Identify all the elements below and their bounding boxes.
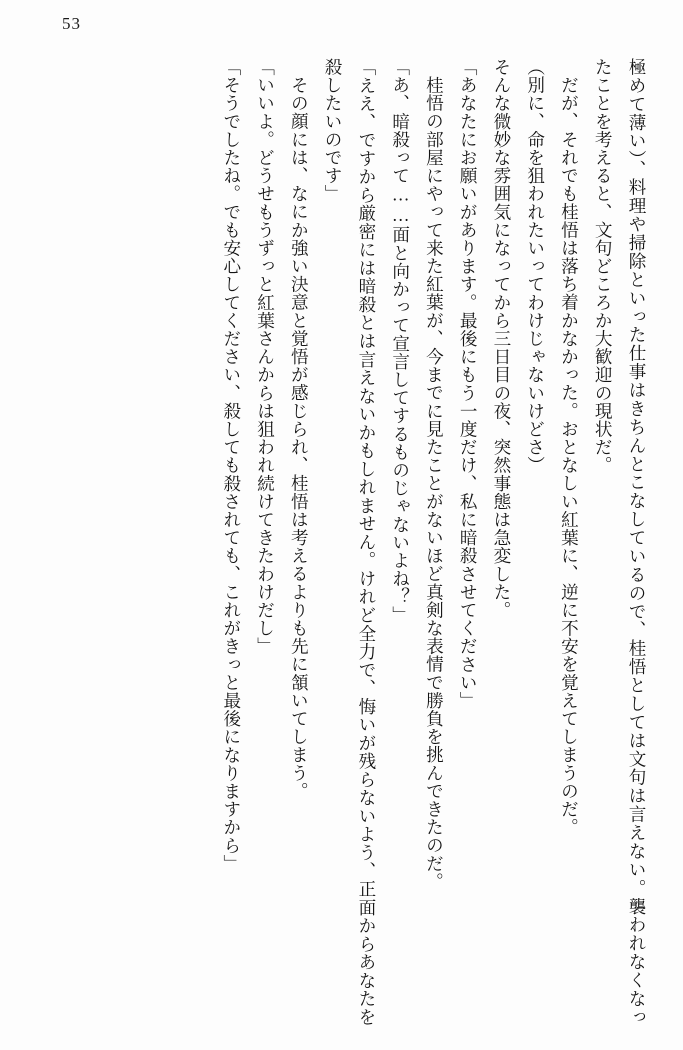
paragraph: 「あなたにお願いがあります。最後にもう一度だけ、私に暗殺させてください」 <box>458 58 479 710</box>
paragraph: 「そうでしたね。でも安心してください、殺しても殺されても、これがきっと最後になりますから」 <box>221 58 242 873</box>
paragraph: 「あ、暗殺って……面と向かって宣言してするものじゃないよね？」 <box>390 58 411 624</box>
paragraph: 「いいよ。どうせもうずっと紅葉さんからは狙われ続けてきたわけだし」 <box>255 58 276 656</box>
paragraph: 桂悟の部屋にやって来た紅葉が、今までに見たことがないほど真剣な表情で勝負を挑んできたのだ。 <box>424 75 445 891</box>
paragraph: そんな微妙な雰囲気になってから三日目の夜、突然事態は急変した。 <box>491 58 512 620</box>
paragraph: 「ええ、ですから厳密には暗殺とは言えないかもしれません。けれど全力で、悔いが残らないよう、正面からあなたを殺したいのです」 <box>323 58 377 1026</box>
vertical-text-body <box>34 58 653 1026</box>
paragraph: 極めて薄い）、料理や掃除といった仕事はきちんとこなしているので、桂悟としては文句は言えない。襲われなくなったことを考えると、文句どころか大歓迎の現状だ。 <box>593 58 647 1026</box>
paragraph: その顔には、なにか強い決意と覚悟が感じられ、桂悟は考えるよりも先に頷いてしまう。 <box>289 75 310 800</box>
paragraph: だが、それでも桂悟は落ち着かなかった。おとなしい紅葉に、逆に不安を覚えてしまうのだ。 <box>559 75 580 836</box>
page-number: 53 <box>62 14 81 33</box>
paragraph: （別に、命を狙われたいってわけじゃないけどさ） <box>525 58 546 475</box>
